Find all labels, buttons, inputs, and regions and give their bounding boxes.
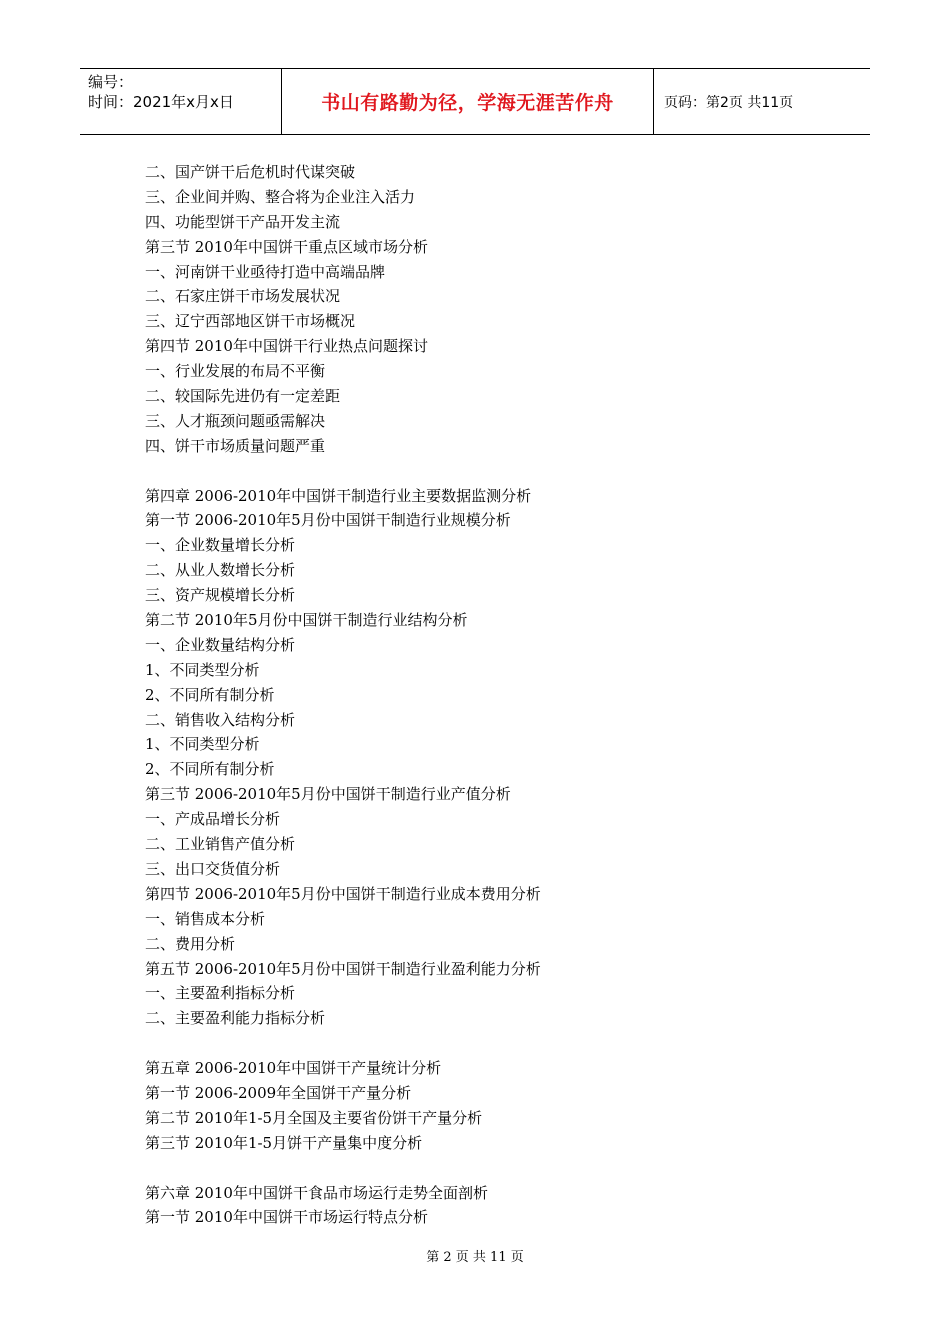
toc-line: 二、国产饼干后危机时代谋突破 [145,163,356,181]
toc-line: 2、不同所有制分析 [145,760,275,779]
section-gap [145,1031,845,1056]
toc-line: 第五章 2006-2010年中国饼干产量统计分析 [145,1059,442,1078]
toc-line: 二、销售收入结构分析 [145,710,296,729]
toc-line: 三、辽宁西部地区饼干市场概况 [145,312,356,331]
toc-line: 三、企业间并购、整合将为企业注入活力 [145,187,416,206]
section-gap [145,1156,845,1181]
toc-line: 二、工业销售产值分析 [145,835,296,854]
toc-line: 第三节 2010年1-5月饼干产量集中度分析 [145,1133,423,1152]
toc-line: 第一节 2010年中国饼干市场运行特点分析 [145,1208,428,1227]
toc-line: 一、企业数量结构分析 [145,635,296,654]
toc-line: 四、功能型饼干产品开发主流 [145,212,341,231]
toc-line: 第三节 2006-2010年5月份中国饼干制造行业产值分析 [145,785,511,804]
toc-line: 一、主要盈利指标分析 [145,984,296,1003]
toc-line: 三、资产规模增长分析 [145,586,296,605]
toc-line: 一、销售成本分析 [145,909,266,928]
toc-line: 第一节 2006-2010年5月份中国饼干制造行业规模分析 [145,511,511,530]
toc-line: 第六章 2010年中国饼干食品市场运行走势全面剖析 [145,1183,488,1202]
toc-line: 三、出口交货值分析 [145,859,281,878]
toc-line: 第二节 2010年5月份中国饼干制造行业结构分析 [145,611,468,630]
section-gap [145,459,845,484]
number-label: 编号： [88,73,134,91]
toc-line: 一、行业发展的布局不平衡 [145,362,326,381]
table-of-contents [145,160,845,1230]
toc-line: 第四节 2006-2010年5月份中国饼干制造行业成本费用分析 [145,884,541,903]
toc-line: 1、不同类型分析 [145,735,260,754]
toc-line: 第二节 2010年1-5月全国及主要省份饼干产量分析 [145,1108,483,1127]
toc-line: 四、饼干市场质量问题严重 [145,436,326,455]
toc-line: 三、人才瓶颈问题亟需解决 [145,411,326,430]
toc-line: 第四节 2010年中国饼干行业热点问题探讨 [145,337,428,356]
motto-text: 书山有路勤为径，学海无涯苦作舟 [321,92,614,114]
time-label: 时间：2021年x月x日 [88,93,234,111]
toc-line: 第一节 2006-2009年全国饼干产量分析 [145,1083,412,1102]
toc-line: 第五节 2006-2010年5月份中国饼干制造行业盈利能力分析 [145,959,541,978]
toc-line: 第三节 2010年中国饼干重点区域市场分析 [145,237,428,256]
toc-line: 二、石家庄饼干市场发展状况 [145,287,341,306]
toc-line: 1、不同类型分析 [145,660,260,679]
toc-line: 一、河南饼干业亟待打造中高端品牌 [145,262,386,281]
toc-line: 一、企业数量增长分析 [145,536,296,555]
toc-line: 二、从业人数增长分析 [145,561,296,580]
page-header [80,68,870,135]
toc-line: 第四章 2006-2010年中国饼干制造行业主要数据监测分析 [145,486,532,505]
page-info: 页码：第2页 共11页 [664,94,794,111]
toc-line: 二、主要盈利能力指标分析 [145,1009,326,1028]
page-footer [0,1246,950,1265]
toc-line: 二、较国际先进仍有一定差距 [145,387,341,406]
toc-line: 二、费用分析 [145,934,236,953]
header-page-cell [654,69,870,134]
header-motto-cell [282,69,654,134]
footer-page-number: 第 2 页 共 11 页 [426,1250,524,1265]
toc-line: 一、产成品增长分析 [145,810,281,829]
header-meta-cell [80,69,282,134]
toc-line: 2、不同所有制分析 [145,685,275,704]
